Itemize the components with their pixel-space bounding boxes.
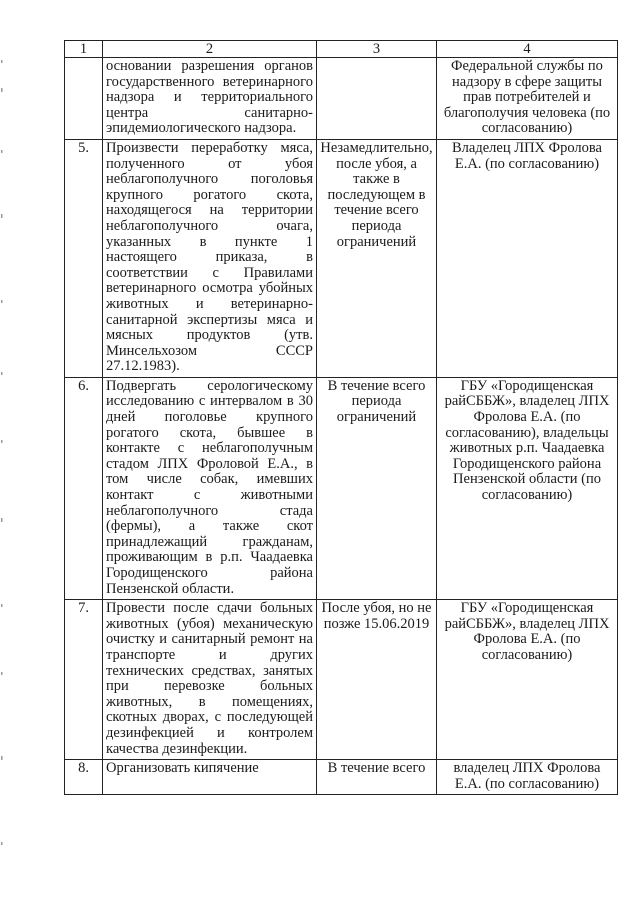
row-number: 5. bbox=[65, 139, 103, 377]
row-number: 8. bbox=[65, 760, 103, 795]
row-action: Подвергать серологическому исследованию с интервалом в 30 дней поголовье крупного рогатого скота, бывшее в контакте с неблагополучным стадом ЛПХ Фроловой Е.А., в том числе собак, имевших контакт с животными неблагополучного стада (фермы), а также скот принадлежащий гражданам, проживающим в р.п. Чаадаевка Городищенского района Пензенской области. bbox=[103, 377, 317, 599]
table-row bbox=[65, 600, 618, 760]
row-responsible: Федеральной службы по надзору в сфере защиты прав потребителей и благополучия человека (по согласованию) bbox=[437, 58, 618, 140]
scan-edge-marks bbox=[0, 0, 10, 905]
row-action: Организовать кипячение bbox=[103, 760, 317, 795]
row-term: В течение всего bbox=[317, 760, 437, 795]
table-row bbox=[65, 139, 618, 377]
row-term: В течение всего периода ограничений bbox=[317, 377, 437, 599]
row-term: Незамедлительно, после убоя, а также в последующем в течение всего периода ограничений bbox=[317, 139, 437, 377]
row-term bbox=[317, 58, 437, 140]
row-responsible: Владелец ЛПХ Фролова Е.А. (по согласованию) bbox=[437, 139, 618, 377]
row-responsible: владелец ЛПХ Фролова Е.А. (по согласованию) bbox=[437, 760, 618, 795]
table-header-row bbox=[65, 41, 618, 58]
row-responsible: ГБУ «Городищенская райСББЖ», владелец ЛПХ Фролова Е.А. (по согласованию), владельцы животных р.п. Чаадаевка Городищенского района Пензенской области (по согласованию) bbox=[437, 377, 618, 599]
row-action: основании разрешения органов государственного ветеринарного надзора и территориального центра санитарно-эпидемиологического надзора. bbox=[103, 58, 317, 140]
row-number: 6. bbox=[65, 377, 103, 599]
header-col-3: 3 bbox=[317, 41, 437, 58]
table-row bbox=[65, 377, 618, 599]
header-col-1: 1 bbox=[65, 41, 103, 58]
table-row bbox=[65, 58, 618, 140]
row-number bbox=[65, 58, 103, 140]
header-col-4: 4 bbox=[437, 41, 618, 58]
header-col-2: 2 bbox=[103, 41, 317, 58]
table-row bbox=[65, 760, 618, 795]
row-action: Провести после сдачи больных животных (убоя) механическую очистку и санитарный ремонт на транспорте и других технических средствах, занятых при перевозке больных животных, в помещениях, скотных дворах, с последующей дезинфекцией и контролем качества дезинфекции. bbox=[103, 600, 317, 760]
row-responsible: ГБУ «Городищенская райСББЖ», владелец ЛПХ Фролова Е.А. (по согласованию) bbox=[437, 600, 618, 760]
measures-table bbox=[64, 40, 618, 795]
row-action: Произвести переработку мяса, полученного от убоя неблагополучного поголовья крупного рогатого скота, находящегося на территории неблагополучного очага, указанных в пункте 1 настоящего приказа, в соответствии с Правилами ветеринарного осмотра убойных животных и ветеринарно-санитарной экспертизы мяса и мясных продуктов (утв. Минсельхозом СССР 27.12.1983). bbox=[103, 139, 317, 377]
row-number: 7. bbox=[65, 600, 103, 760]
row-term: После убоя, но не позже 15.06.2019 bbox=[317, 600, 437, 760]
